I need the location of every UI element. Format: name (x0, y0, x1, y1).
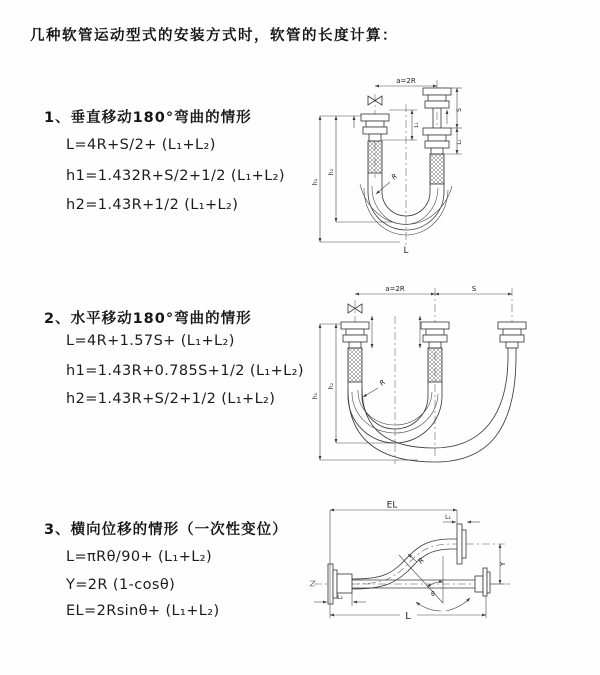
dim-label-h1: h₁ (312, 392, 319, 400)
dim-label-r: R (416, 556, 426, 566)
diagram-vertical-180-bend (310, 70, 600, 262)
pipe-neck (431, 148, 443, 154)
flange (366, 121, 384, 127)
section-3-formula-l: L=πRθ/90+ (L₁+L₂) (66, 549, 213, 565)
flange (423, 88, 451, 95)
section-1-formula-h1: h1=1.432R+S/2+1/2 (L₁+L₂) (66, 168, 285, 184)
flange-group-right-moved (498, 322, 526, 356)
swing-arrow (446, 598, 470, 611)
flange (425, 101, 449, 108)
flange-group-left (341, 322, 369, 382)
flange (361, 114, 389, 121)
section-1-formula-l: L=4R+S/2+ (L₁+L₂) (66, 137, 216, 153)
dim-label-a2r: a=2R (385, 285, 405, 293)
leader-line (376, 182, 390, 194)
dim-label-l1: L₁ (414, 122, 420, 128)
section-3-formula-el: EL=2Rsinθ+ (L₁+L₂) (66, 603, 220, 619)
flange-group-upper (457, 524, 466, 564)
angle-arc (427, 582, 443, 587)
dim-label-r: R (378, 378, 388, 388)
diagram-lateral-displacement (300, 498, 600, 654)
dim-label-s: S (456, 108, 463, 112)
flange (428, 135, 446, 141)
dim-label-a2r: a=2R (396, 77, 416, 85)
flange-group-right (475, 568, 490, 596)
centerline-mark (310, 581, 315, 586)
section-2-formula-h1: h1=1.43R+0.785S+1/2 (L₁+L₂) (66, 363, 304, 379)
dim-label-h1: h₁ (312, 178, 319, 186)
section-3-heading: 3、横向位移的情形（一次性变位） (44, 522, 288, 538)
section-1-heading: 1、垂直移动180°弯曲的情形 (44, 110, 252, 126)
dim-label-l2: L₂ (337, 594, 343, 601)
dim-label-l-total: L (403, 246, 409, 256)
dim-label-s: S (471, 285, 477, 293)
section-2-formula-h2: h2=1.43R+S/2+1/2 (L₁+L₂) (66, 391, 276, 407)
dim-label-theta: θ (431, 591, 435, 598)
braided-hose-section (368, 141, 382, 173)
dim-label-l1-right: L₁ (457, 139, 463, 145)
dim-label-el: EL (386, 500, 398, 511)
hose-outline (352, 549, 457, 589)
hose-outline (362, 382, 428, 429)
dim-label-l-total: L (405, 611, 411, 622)
page-title: 几种软管运动型式的安装方式时，软管的长度计算： (30, 28, 398, 44)
section-1-formula-h2: h2=1.43R+1/2 (L₁+L₂) (66, 197, 239, 213)
flange (425, 141, 449, 148)
pipe-neck (369, 134, 381, 141)
leader-line (408, 554, 417, 562)
dim-label-h2: h₂ (328, 382, 335, 390)
swing-arrow (416, 602, 441, 611)
leader-line (363, 388, 378, 397)
flange (423, 128, 451, 135)
flange (363, 127, 387, 134)
braided-hose-section (430, 154, 444, 184)
flange-group-middle (421, 322, 449, 382)
section-2-formula-l: L=4R+1.57S+ (L₁+L₂) (66, 333, 235, 349)
flange (428, 95, 446, 101)
hose-outline (352, 539, 457, 579)
dim-label-h2: h₂ (328, 168, 335, 176)
section-3-formula-y: Y=2R (1-cosθ) (66, 577, 176, 593)
dim-label-y: Y (499, 561, 507, 567)
dim-label-l1: L₁ (445, 514, 451, 521)
dim-label-r: R (390, 172, 400, 182)
section-2-heading: 2、水平移动180°弯曲的情形 (44, 311, 252, 327)
diagram-horizontal-180-bend (310, 278, 600, 474)
